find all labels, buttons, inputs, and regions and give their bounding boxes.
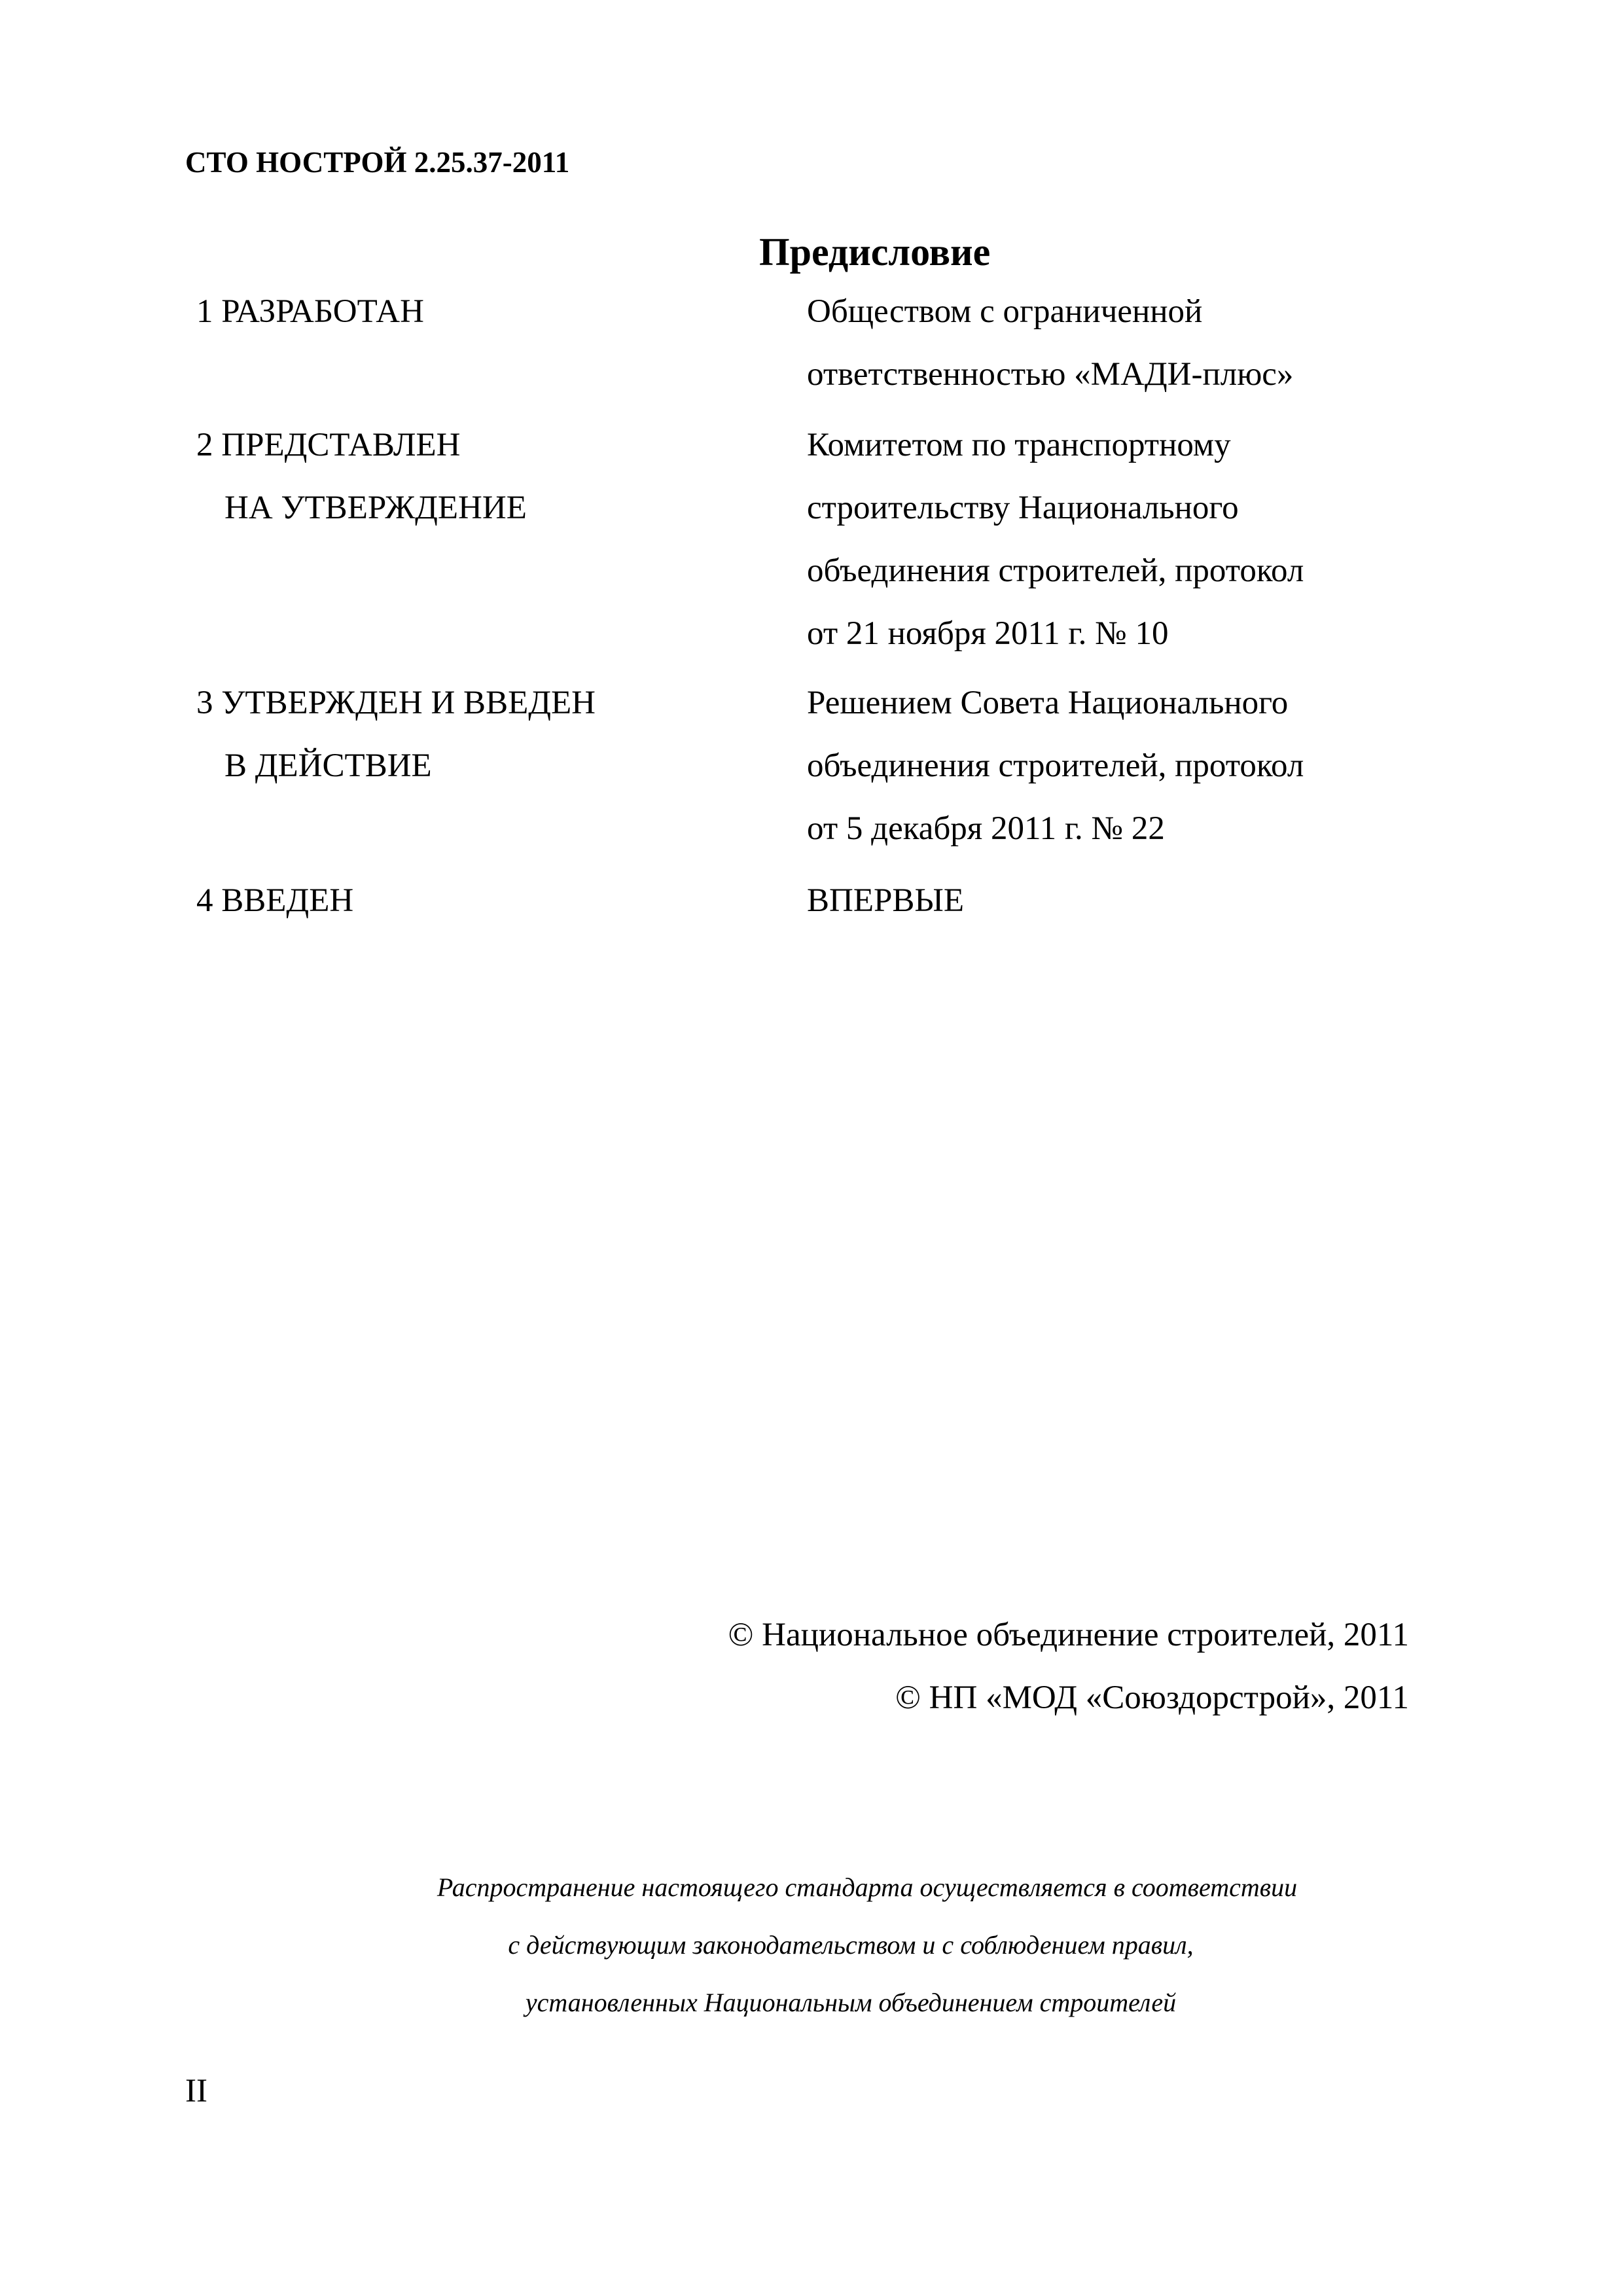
- notice-line: с действующим законодательством и с соблюдением правил,: [508, 1930, 1194, 1960]
- page-number: II: [185, 2073, 207, 2109]
- notice-line: установленных Национальным объединением строителей: [525, 1988, 1177, 2017]
- distribution-notice: [0, 1859, 1623, 2032]
- copyright-line: © Национальное объединение строителей, 2011: [728, 1617, 1409, 1653]
- preface-item-value: Решением Совета Национального объединения строителей, протокол от 5 декабря 2011 г. № 22: [807, 685, 1304, 847]
- preface-item-label: 3 УТВЕРЖДЕН И ВВЕДЕН В ДЕЙСТВИЕ: [196, 685, 596, 784]
- preface-item-value: ВПЕРВЫЕ: [807, 882, 965, 919]
- notice-line: Распространение настоящего стандарта осуществляется в соответствии: [437, 1873, 1298, 1902]
- preface-item-value: Комитетом по транспортному строительству Национального объединения строителей, протокол от 21 ноября 2011 г. № 10: [807, 427, 1304, 652]
- preface-item-value: Обществом с ограниченной ответственностью «МАДИ-плюс»: [807, 293, 1294, 393]
- preface-item-label: 1 РАЗРАБОТАН: [196, 293, 424, 330]
- document-code: СТО НОСТРОЙ 2.25.37-2011: [185, 146, 570, 179]
- copyright-block: [728, 1604, 1409, 1729]
- preface-item-label: 4 ВВЕДЕН: [196, 882, 354, 919]
- copyright-line: © НП «МОД «Союздорстрой», 2011: [895, 1679, 1409, 1716]
- preface-title: Предисловие: [759, 230, 991, 274]
- preface-item-label: 2 ПРЕДСТАВЛЕН НА УТВЕРЖДЕНИЕ: [196, 427, 527, 526]
